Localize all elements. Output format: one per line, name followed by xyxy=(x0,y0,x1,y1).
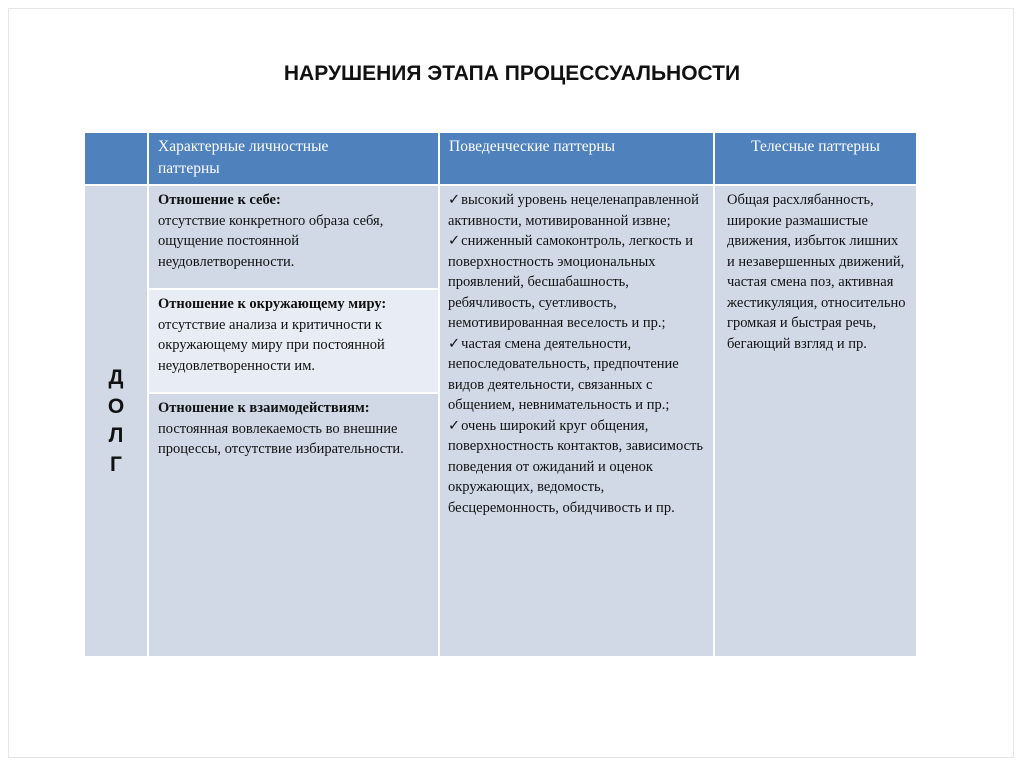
section-heading: Отношение к себе: xyxy=(158,192,281,208)
behavior-item-text: частая смена деятельности, непоследовательность, предпочтение видов деятельности, связанных с общением, невнимательность и пр.; xyxy=(448,335,679,413)
section-text: постоянная вовлекаемость во внешние процессы, отсутствие избирательности. xyxy=(158,420,404,457)
row-label-letter: Д xyxy=(108,366,124,389)
slide-title: НАРУШЕНИЯ ЭТАПА ПРОЦЕССУАЛЬНОСТИ xyxy=(283,62,741,85)
header-personality xyxy=(148,132,439,185)
checkmark-icon: ✓ xyxy=(448,192,461,208)
behavior-item-text: высокий уровень нецеленаправленной активности, мотивированной извне; xyxy=(448,192,699,229)
section-text: отсутствие анализа и критичности к окружающему миру при постоянной неудовлетворенности им. xyxy=(158,316,385,374)
header-behavior-label: Поведенческие паттерны xyxy=(449,138,616,155)
personality-section-self xyxy=(149,186,438,288)
row-label-letter: О xyxy=(107,395,125,418)
behavior-item xyxy=(448,416,707,519)
checkmark-icon: ✓ xyxy=(448,233,461,249)
header-personality-label: Характерные личностные паттерны xyxy=(158,138,329,177)
body-patterns-text: Общая расхлябанность, широкие размашистые движения, избыток лишних и незавершенных движений, частая смена поз, активная жестикуляция, относительно громкая и быстрая речь, бегающий взгляд и пр. xyxy=(727,192,906,352)
personality-section-interactions xyxy=(149,394,438,468)
behavior-list xyxy=(440,186,713,518)
row-label-letter: Г xyxy=(110,453,122,476)
body-patterns-cell xyxy=(714,185,917,657)
personality-section-world xyxy=(149,288,438,394)
checkmark-icon: ✓ xyxy=(448,417,461,434)
behavior-item xyxy=(448,231,707,334)
checkmark-icon: ✓ xyxy=(448,335,461,352)
header-behavior xyxy=(439,132,714,185)
behavior-cell xyxy=(439,185,714,657)
section-heading: Отношение к взаимодействиям: xyxy=(158,400,370,416)
behavior-item-text: очень широкий круг общения, поверхностность контактов, зависимость поведения от ожиданий и оценок окружающих, ведомость, бесцеремонность, обидчивость и пр. xyxy=(448,417,703,516)
row-label-vertical xyxy=(85,363,147,479)
patterns-table xyxy=(83,131,918,658)
header-empty-cell xyxy=(84,132,148,185)
header-body xyxy=(714,132,917,185)
personality-cell xyxy=(148,185,439,657)
behavior-item-text: сниженный самоконтроль, легкость и поверхностность эмоциональных проявлений, бесшабашность, ребячливость, суетливость, немотивированная веселость и пр.; xyxy=(448,233,694,331)
section-heading: Отношение к окружающему миру: xyxy=(158,296,387,312)
row-label-cell xyxy=(84,185,148,657)
row-label-letter: Л xyxy=(108,424,124,447)
section-text: отсутствие конкретного образа себя, ощущение постоянной неудовлетворенности. xyxy=(158,212,384,270)
behavior-item xyxy=(448,334,707,416)
behavior-item xyxy=(448,190,707,231)
header-body-label: Телесные паттерны xyxy=(751,138,880,155)
